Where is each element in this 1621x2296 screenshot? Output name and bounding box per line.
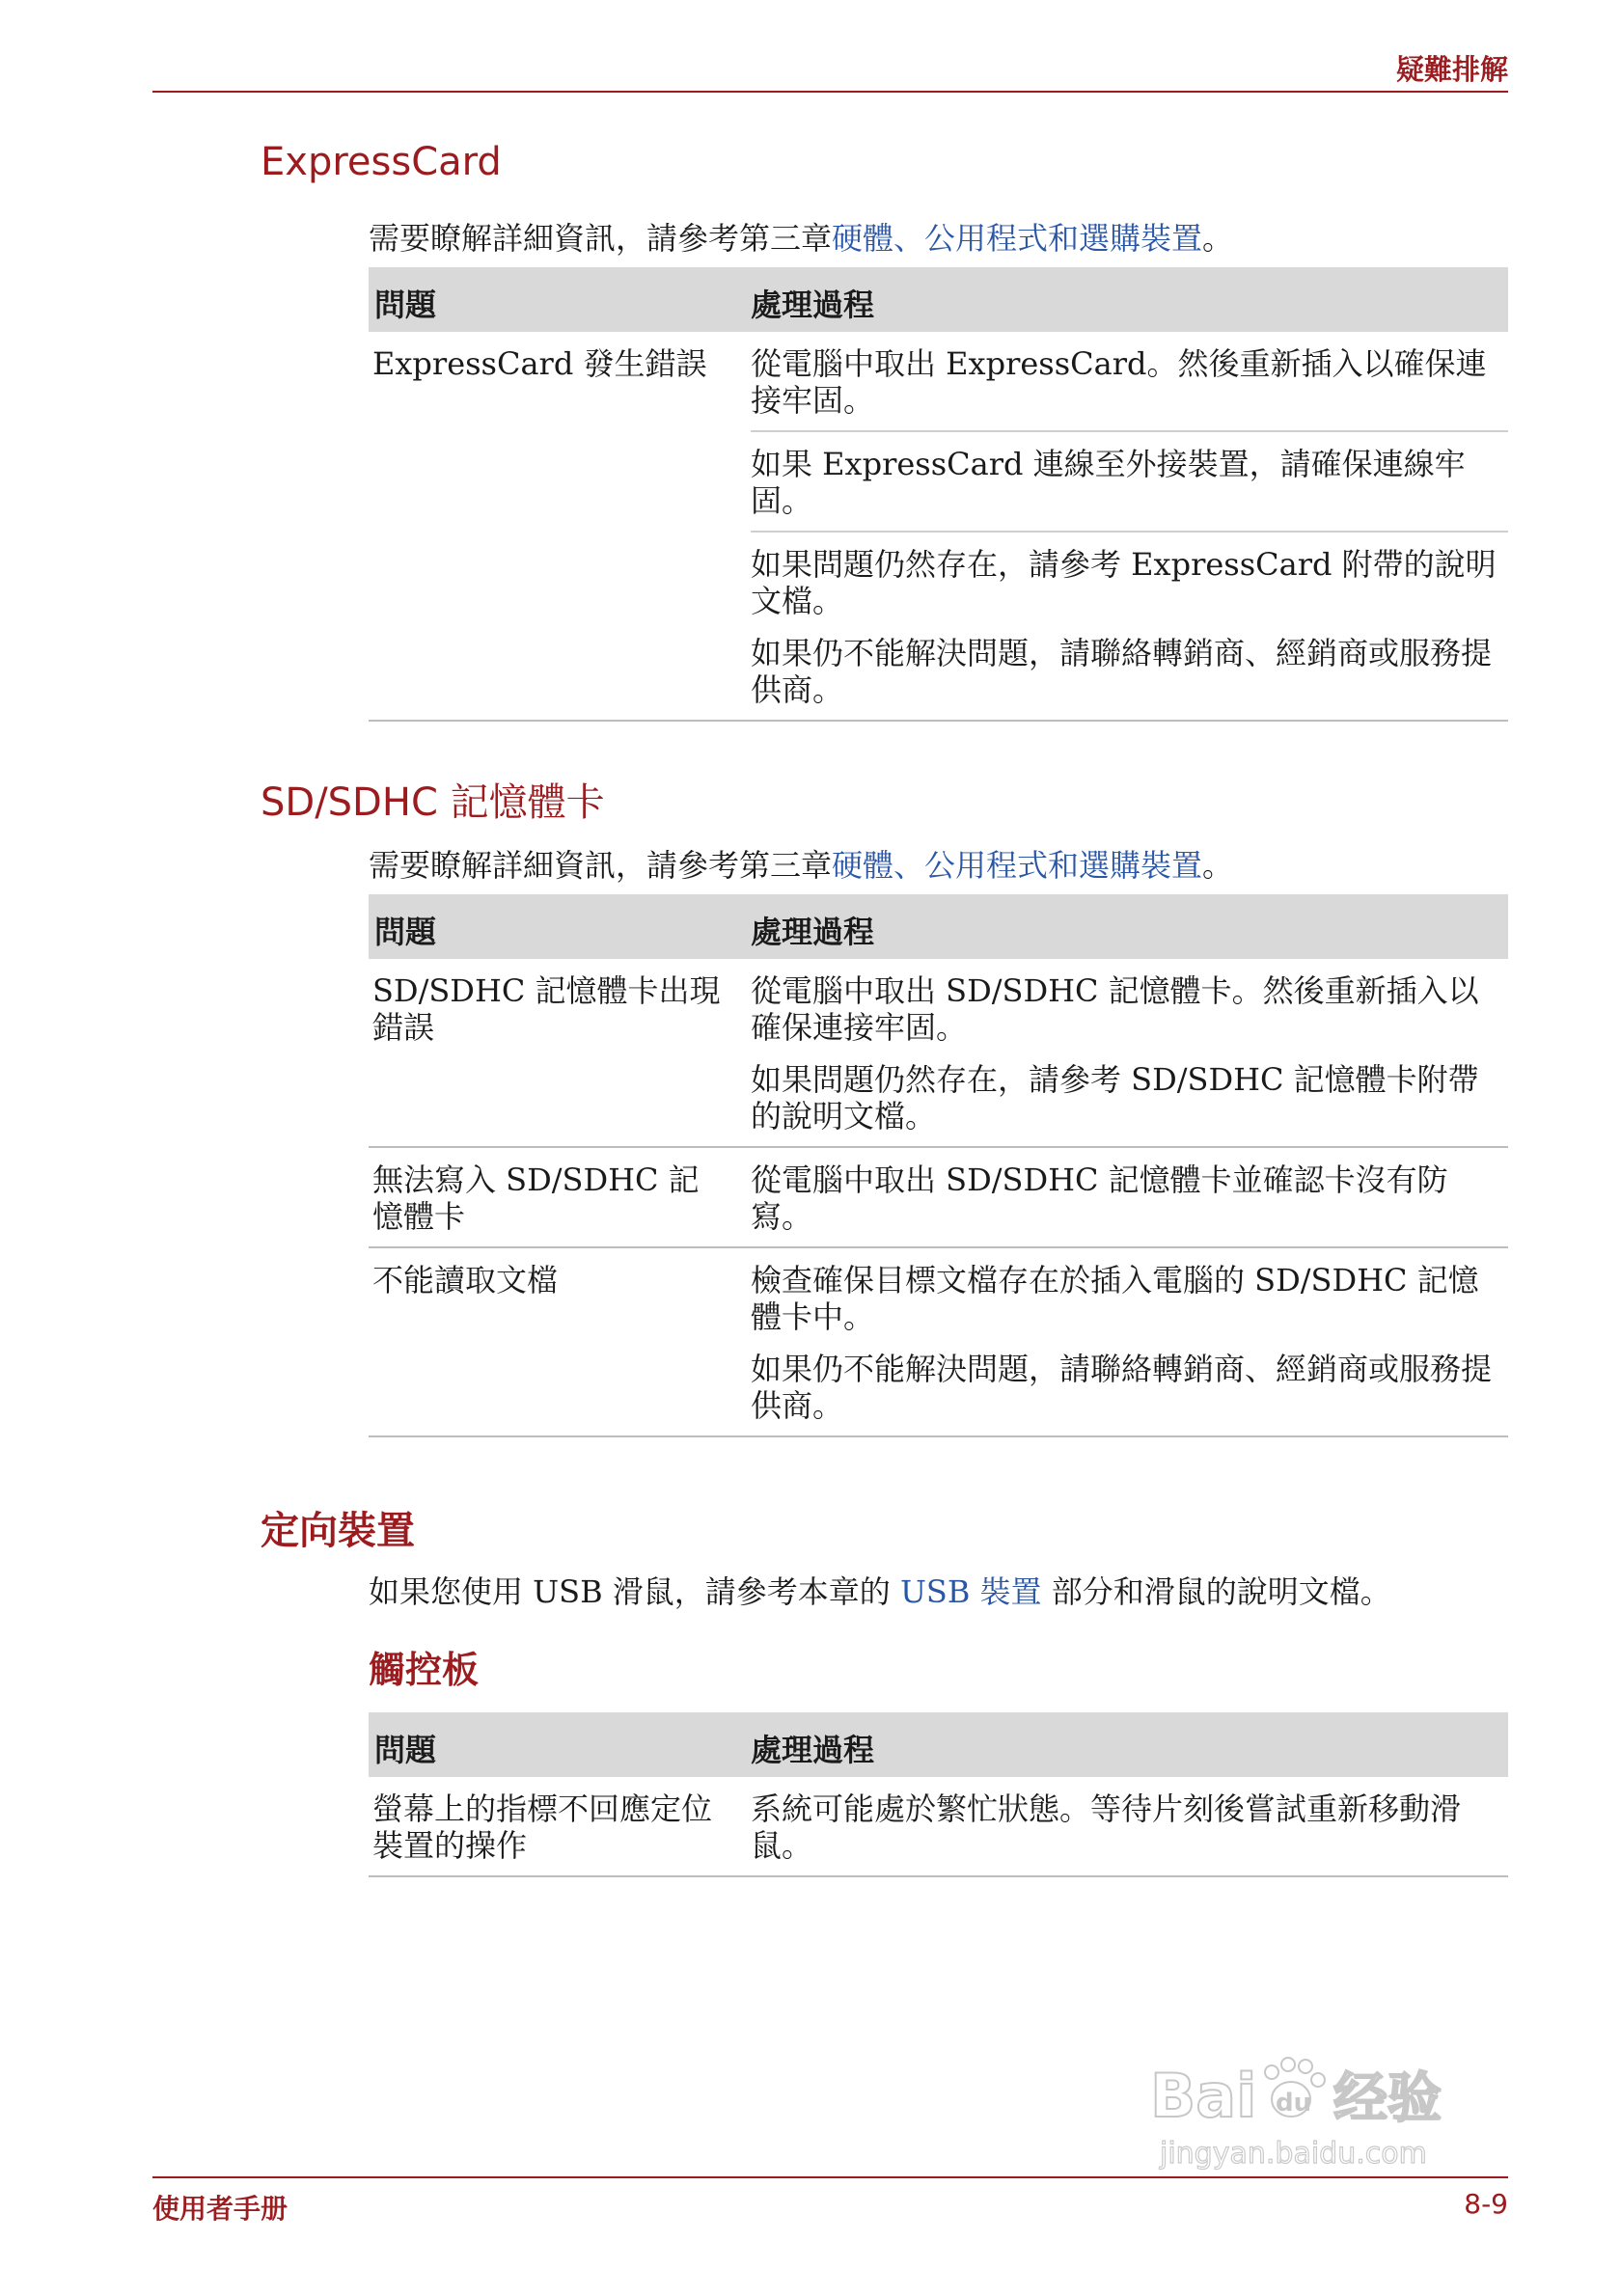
footer-manual-title: 使用者手册: [152, 2193, 288, 2225]
col-problem: 問題: [374, 287, 437, 323]
table-header: [369, 267, 1508, 332]
baidu-watermark-logo: [1146, 2055, 1523, 2171]
watermark-brand-2: du: [1276, 2089, 1312, 2118]
col-procedure: 處理過程: [751, 287, 875, 323]
procedure-text: 如果問題仍然存在，請參考 SD/SDHC 記憶體卡附帶的說明文檔。: [751, 1061, 1479, 1134]
col-problem: 問題: [374, 1732, 437, 1768]
col-procedure: 處理過程: [751, 1732, 875, 1768]
intro-expresscard: 需要瞭解詳細資訊，請參考第三章硬體、公用程式和選購裝置。: [369, 220, 1234, 257]
paw-icon: [1265, 2058, 1325, 2118]
table-row: [369, 1148, 1508, 1248]
procedure-text: 如果仍不能解決問題，請聯絡轉銷商、經銷商或服務提供商。: [751, 1351, 1493, 1424]
intro-pointing: 如果您使用 USB 滑鼠，請參考本章的 USB 裝置 部分和滑鼠的說明文檔。: [369, 1573, 1391, 1610]
problem-cell: 無法寫入 SD/SDHC 記憶體卡: [372, 1162, 700, 1235]
page-number: 8-9: [1464, 2188, 1508, 2220]
procedure-text: 從電腦中取出 ExpressCard。然後重新插入以確保連接牢固。: [751, 345, 1487, 419]
problem-cell: 不能讀取文檔: [372, 1262, 559, 1298]
page-header-title: 疑難排解: [1395, 53, 1508, 86]
watermark-suffix: 经验: [1333, 2067, 1442, 2130]
link-usb-device[interactable]: USB 裝置: [899, 1573, 1042, 1610]
table-row: [369, 332, 1508, 722]
procedure-text: 如果仍不能解決問題，請聯絡轉銷商、經銷商或服務提供商。: [751, 635, 1493, 708]
procedure-text: 檢查確保目標文檔存在於插入電腦的 SD/SDHC 記憶體卡中。: [751, 1262, 1479, 1335]
table-header: [369, 894, 1508, 959]
header-rule: [152, 91, 1508, 93]
table-touchpad: [369, 1712, 1508, 1877]
procedure-text: 如果 ExpressCard 連線至外接裝置，請確保連線牢固。: [751, 446, 1466, 519]
col-procedure: 處理過程: [751, 914, 875, 950]
heading-sdhc: SD/SDHC 記憶體卡: [261, 780, 605, 825]
intro-sdhc: 需要瞭解詳細資訊，請參考第三章硬體、公用程式和選購裝置。: [369, 847, 1234, 884]
link-hardware-chapter[interactable]: 硬體、公用程式和選購裝置: [832, 220, 1203, 257]
problem-cell: SD/SDHC 記憶體卡出現錯誤: [372, 972, 721, 1046]
procedure-text: 如果問題仍然存在，請參考 ExpressCard 附帶的說明文檔。: [751, 546, 1497, 619]
procedure-text: 從電腦中取出 SD/SDHC 記憶體卡並確認卡沒有防寫。: [751, 1162, 1448, 1235]
watermark-brand: Bai: [1150, 2061, 1257, 2131]
link-hardware-chapter[interactable]: 硬體、公用程式和選購裝置: [832, 847, 1203, 884]
col-problem: 問題: [374, 914, 437, 950]
table-header: [369, 1712, 1508, 1777]
heading-expresscard: ExpressCard: [261, 140, 502, 184]
heading-pointing-device: 定向裝置: [261, 1509, 415, 1553]
table-row: [369, 1248, 1508, 1437]
watermark-url: jingyan.baidu.com: [1160, 2137, 1427, 2171]
procedure-text: 系統可能處於繁忙狀態。等待片刻後嘗試重新移動滑鼠。: [751, 1790, 1462, 1864]
problem-cell: 螢幕上的指標不回應定位裝置的操作: [372, 1790, 713, 1864]
footer-rule: [152, 2176, 1508, 2178]
procedure-text: 從電腦中取出 SD/SDHC 記憶體卡。然後重新插入以確保連接牢固。: [751, 972, 1479, 1046]
problem-cell: ExpressCard 發生錯誤: [372, 345, 707, 382]
table-row: [369, 959, 1508, 1148]
heading-touchpad: 觸控板: [369, 1649, 480, 1691]
table-row: [369, 1777, 1508, 1877]
table-expresscard: [369, 267, 1508, 722]
table-sdhc: [369, 894, 1508, 1437]
